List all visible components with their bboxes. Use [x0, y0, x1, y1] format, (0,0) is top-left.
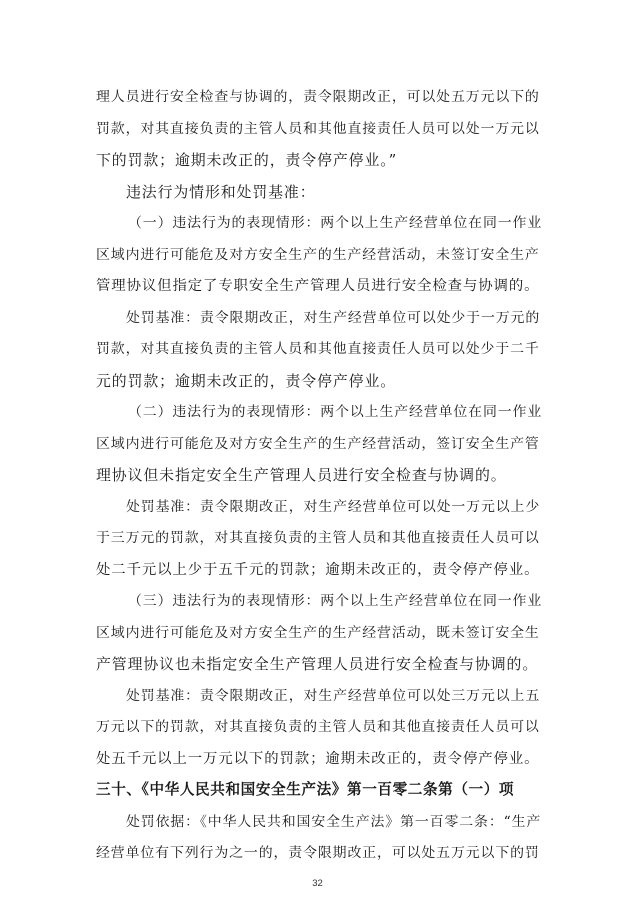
section-heading: 三十、《中华人民共和国安全生产法》第一百零二条第（一）项: [96, 781, 515, 798]
text-line: 元的罚款；逾期未改正的，责令停产停业。: [96, 372, 397, 390]
text-line: 理协议但未指定安全生产管理人员进行安全检查与协调的。: [96, 466, 507, 484]
text-line: 万元以下的罚款，对其直接负责的主管人员和其他直接责任人员可以: [96, 719, 540, 735]
text-line: 处二千元以上少于五千元的罚款；逾期未改正的，责令停产停业。: [96, 562, 540, 578]
text-line: （二）违法行为的表现情形：两个以上生产经营单位在同一作业: [128, 404, 543, 420]
page-number: 32: [312, 878, 323, 889]
text-line: 经营单位有下列行为之一的，责令限期改正，可以处五万元以下的罚: [96, 845, 540, 861]
text-line: 处罚基准：责令限期改正，对生产经营单位可以处一万元以上少: [126, 499, 541, 515]
text-line: 处罚基准：责令限期改正，对生产经营单位可以处三万元以上五: [126, 688, 541, 704]
text-line: 于三万元的罚款，对其直接负责的主管人员和其他直接责任人员可以: [96, 530, 540, 546]
text-line: 理人员进行安全检查与协调的，责令限期改正，可以处五万元以下的: [96, 89, 540, 105]
text-line: 下的罚款；逾期未改正的，责令停产停业。”: [96, 151, 398, 169]
text-line: 产管理协议也未指定安全生产管理人员进行安全检查与协调的。: [96, 655, 539, 673]
text-line: 区域内进行可能危及对方安全生产的生产经营活动，既未签订安全生: [96, 625, 540, 641]
text-line: （三）违法行为的表现情形：两个以上生产经营单位在同一作业: [128, 593, 543, 609]
text-line: 罚款，对其直接负责的主管人员和其他直接责任人员可以处少于二千: [96, 341, 540, 357]
text-line: 管理协议但指定了专职安全生产管理人员进行安全检查与协调的。: [96, 278, 540, 294]
text-line: 处五千元以上一万元以下的罚款；逾期未改正的，责令停产停业。: [96, 751, 540, 767]
text-line: 区域内进行可能危及对方安全生产的生产经营活动，签订安全生产管: [96, 436, 540, 452]
text-line: 区域内进行可能危及对方安全生产的生产经营活动，未签订安全生产: [96, 247, 540, 263]
text-line: 处罚依据：《中华人民共和国安全生产法》第一百零二条：“生产: [126, 814, 542, 830]
text-line: 罚款，对其直接负责的主管人员和其他直接责任人员可以处一万元以: [96, 121, 540, 137]
text-line: 处罚基准：责令限期改正，对生产经营单位可以处少于一万元的: [126, 310, 541, 326]
text-line: （一）违法行为的表现情形：两个以上生产经营单位在同一作业: [128, 215, 543, 231]
text-line: 违法行为情形和处罚基准：: [126, 183, 316, 201]
